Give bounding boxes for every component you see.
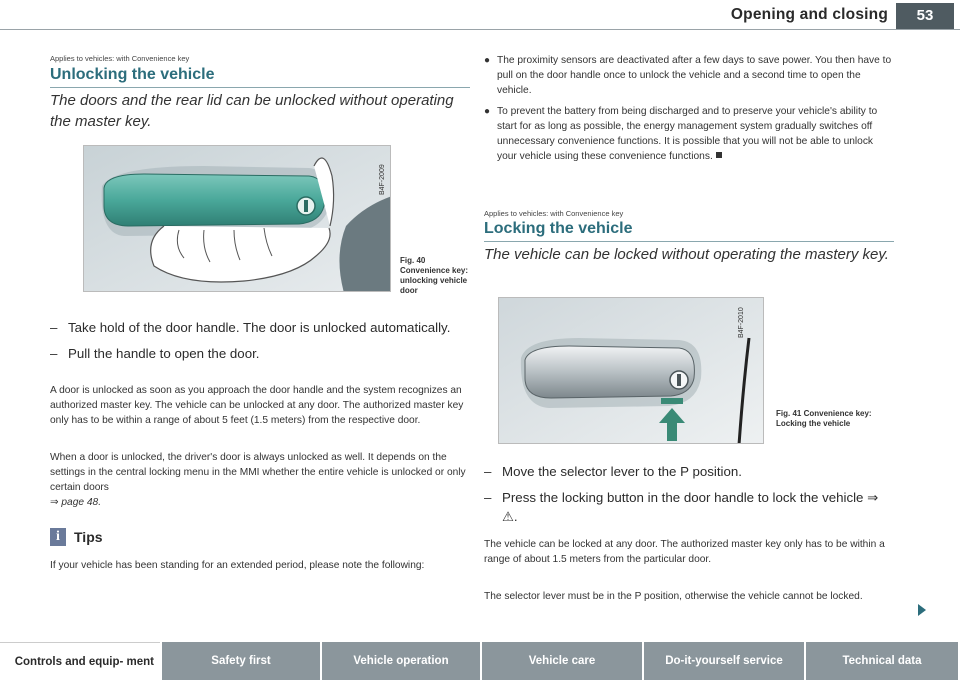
bullet-item: ● The proximity sensors are deactivated after a few days to save power. You then have to pull on the door handle once to unlock the vehicle and a second time to open the vehicle. xyxy=(484,55,892,96)
page-link[interactable]: ⇒ page 48. xyxy=(50,497,102,508)
footer-nav xyxy=(0,642,960,680)
header-rule xyxy=(0,29,960,30)
body-paragraph: The selector lever must be in the P position, otherwise the vehicle cannot be locked. xyxy=(484,591,863,602)
figure-41-illustration xyxy=(499,298,764,444)
step-item: – Take hold of the door handle. The door is unlocked automatically. xyxy=(50,320,451,335)
step-list xyxy=(50,318,470,363)
body-paragraph: When a door is unlocked, the driver's door is always unlocked as well. It depends on the settings in the central locking menu in the MMI whether the entire vehicle is unlocked or only certain doors ⇒ page 48. xyxy=(50,452,466,508)
tips-text: If your vehicle has been standing for an extended period, please note the following: xyxy=(50,560,425,571)
footer-tab-vehicle-operation[interactable]: Vehicle operation xyxy=(322,642,480,680)
step-list xyxy=(484,462,894,526)
lead-text: The doors and the rear lid can be unlocked without operating the master key. xyxy=(50,92,454,130)
figure-locking xyxy=(498,297,764,444)
figure-unlocking xyxy=(83,145,391,292)
step-item: – Pull the handle to open the door. xyxy=(50,346,260,361)
footer-tab-safety[interactable]: Safety first xyxy=(162,642,320,680)
continue-arrow-icon xyxy=(918,604,926,616)
step-item: – Press the locking button in the door handle to lock the vehicle ⇒ ⚠. xyxy=(484,490,879,524)
footer-tab-vehicle-care[interactable]: Vehicle care xyxy=(482,642,642,680)
lead-text: The vehicle can be locked without operating the mastery key. xyxy=(484,246,889,263)
figure-40-illustration xyxy=(84,146,391,292)
page-number: 53 xyxy=(896,3,954,29)
end-mark-icon xyxy=(716,152,722,158)
body-paragraph: A door is unlocked as soon as you approach the door handle and the system recognizes an authorized master key. The vehicle can be unlocked at any door. The authorized master key only has to be within a range of about 5 feet (1.5 meters) from the respective door. xyxy=(50,385,464,426)
body-paragraph: The vehicle can be locked at any door. The authorized master key only has to be within a range of about 1.5 meters from the particular door. xyxy=(484,539,885,565)
section-title-unlocking: Unlocking the vehicle xyxy=(50,66,470,88)
applies-note: Applies to vehicles: with Convenience key xyxy=(50,54,190,63)
figure-code-40: B4F-2009 xyxy=(379,164,386,195)
figure-caption-40: Fig. 40 Convenience key: unlocking vehicle door xyxy=(400,256,469,295)
figure-caption-41: Fig. 41 Convenience key: Locking the vehicle xyxy=(776,409,872,428)
header-title: Opening and closing xyxy=(730,6,888,23)
footer-tab-controls[interactable]: Controls and equip- ment xyxy=(0,642,160,680)
applies-note: Applies to vehicles: with Convenience key xyxy=(484,209,624,218)
info-icon: i xyxy=(50,528,66,546)
footer-tab-technical-data[interactable]: Technical data xyxy=(806,642,958,680)
section-title-locking: Locking the vehicle xyxy=(484,220,894,242)
tips-header: i Tips xyxy=(50,528,103,546)
step-item: – Move the selector lever to the P position. xyxy=(484,464,742,479)
footer-tab-diy-service[interactable]: Do-it-yourself service xyxy=(644,642,804,680)
bullet-list xyxy=(484,53,894,164)
figure-code-41: B4F-2010 xyxy=(738,307,745,338)
bullet-item: ● To prevent the battery from being discharged and to preserve your vehicle's ability to start for as long as possible, the energy management system gradually switches off unnecessary convenience functions. It is possible that you will not be able to unlock your vehicle using these convenience functions. xyxy=(484,106,878,162)
